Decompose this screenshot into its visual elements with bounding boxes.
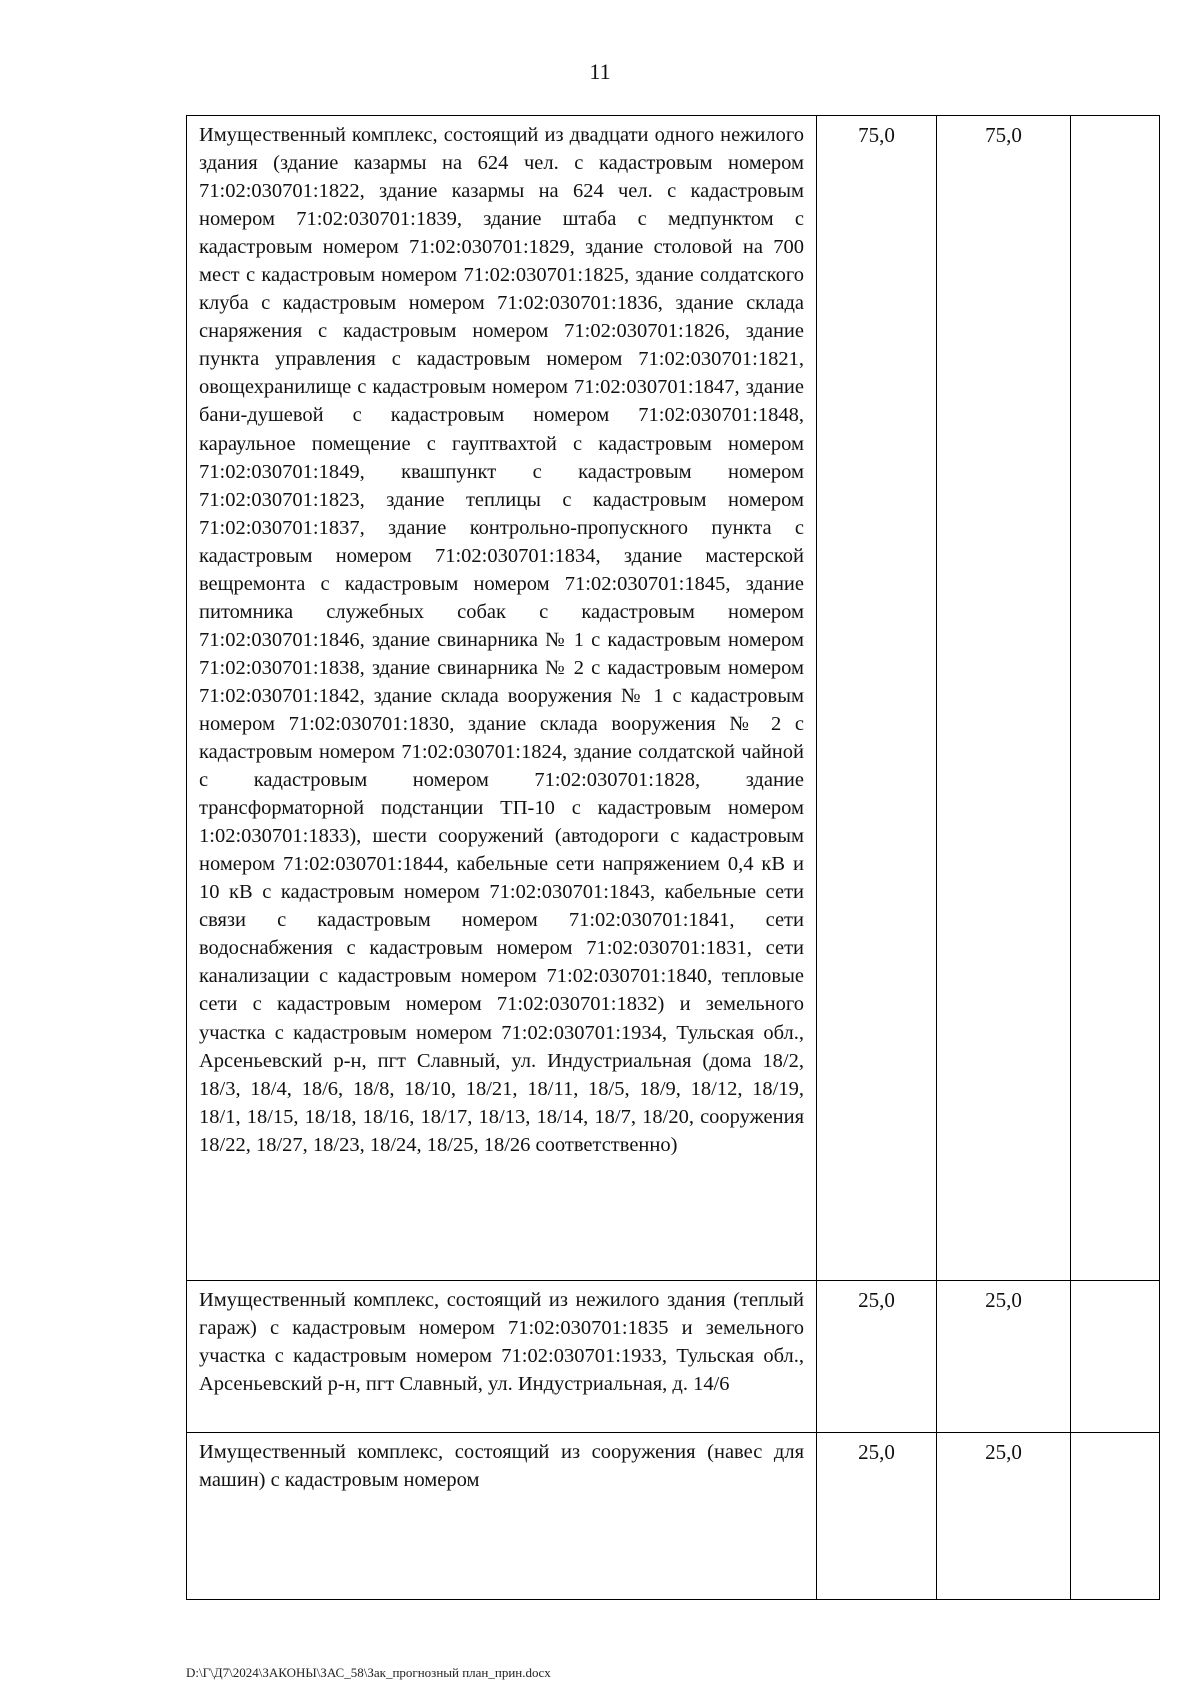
value-cell-3	[1070, 116, 1159, 1280]
description-text: Имущественный комплекс, состоящий из двадцати одного нежилого здания (здание казармы на 624 чел. с кадастровым номером 71:02:030701:1822, здание казармы на 624 чел. с кадастровым номером 71:02:030701:1839, здание штаба с медпунктом с кадастровым номером 71:02:030701:1829, здание столовой на 700 мест с кадастровым номером 71:02:030701:1825, здание солдатского клуба с кадастровым номером 71:02:030701:1836, здание склада снаряжения с кадастровым номером 71:02:030701:1826, здание пункта управления с кадастровым номером 71:02:030701:1821, овощехранилище с кадастровым номером 71:02:030701:1847, здание бани-душевой с кадастровым номером 71:02:030701:1848, караульное помещение с гауптвахтой с кадастровым номером 71:02:030701:1849, квашпункт с кадастровым номером 71:02:030701:1823, здание теплицы с кадастровым номером 71:02:030701:1837, здание контрольно-пропускного пункта с кадастровым номером 71:02:030701:1834, здание мастерской вещремонта с кадастровым номером 71:02:030701:1845, здание питомника служебных собак с кадастровым номером 71:02:030701:1846, здание свинарника № 1 с кадастровым номером 71:02:030701:1838, здание свинарника № 2 с кадастровым номером 71:02:030701:1842, здание склада вооружения № 1 с кадастровым номером 71:02:030701:1830, здание склада вооружения № 2 с кадастровым номером 71:02:030701:1824, здание солдатской чайной с кадастровым номером 71:02:030701:1828, здание трансформаторной подстанции ТП-10 с кадастровым номером 1:02:030701:1833), шести сооружений (автодороги с кадастровым номером 71:02:030701:1844, кабельные сети напряжением 0,4 кВ и 10 кВ с кадастровым номером 71:02:030701:1843, кабельные сети связи с кадастровым номером 71:02:030701:1841, сети водоснабжения с кадастровым номером 71:02:030701:1831, сети канализации с кадастровым номером 71:02:030701:1840, тепловые сети с кадастровым номером 71:02:030701:1832) и земельного участка с кадастровым номером 71:02:030701:1934, Тульская обл., Арсеньевский р-н, пгт Славный, ул. Индустриальная (дома 18/2, 18/3, 18/4, 18/6, 18/8, 18/10, 18/21, 18/11, 18/5, 18/9, 18/12, 18/19, 18/1, 18/15, 18/18, 18/16, 18/17, 18/13, 18/14, 18/7, 18/20, сооружения 18/22, 18/27, 18/23, 18/24, 18/25, 18/26 соответственно)	[199, 124, 804, 1156]
value-cell-2	[936, 1281, 1070, 1432]
value-cell-1	[816, 116, 936, 1280]
table-row	[187, 1281, 1159, 1433]
value-text: 25,0	[985, 1440, 1022, 1464]
value-text: 25,0	[985, 1288, 1022, 1312]
description-cell	[187, 1281, 816, 1432]
value-cell-3	[1070, 1433, 1159, 1599]
value-text: 25,0	[858, 1288, 895, 1312]
description-text: Имущественный комплекс, состоящий из сооружения (навес для машин) с кадастровым номером	[199, 1441, 804, 1492]
page-number: 11	[589, 59, 611, 84]
value-cell-1	[816, 1433, 936, 1599]
description-cell	[187, 1433, 816, 1599]
value-cell-2	[936, 116, 1070, 1280]
value-text: 25,0	[858, 1440, 895, 1464]
description-text: Имущественный комплекс, состоящий из нежилого здания (теплый гараж) с кадастровым номером 71:02:030701:1835 и земельного участка с кадастровым номером 71:02:030701:1933, Тульская обл., Арсеньевский р-н, пгт Славный, ул. Индустриальная, д. 14/6	[199, 1289, 804, 1396]
value-cell-3	[1070, 1281, 1159, 1432]
table-row	[187, 1433, 1159, 1599]
footer-file-path: D:\Г\Д7\2024\ЗАКОНЫ\ЗАС_58\Зак_прогнозный план_прин.docx	[186, 1665, 551, 1680]
value-cell-2	[936, 1433, 1070, 1599]
property-table	[186, 115, 1160, 1600]
value-text: 75,0	[858, 123, 895, 147]
value-cell-1	[816, 1281, 936, 1432]
value-text: 75,0	[985, 123, 1022, 147]
description-cell	[187, 116, 816, 1280]
table-row	[187, 116, 1159, 1281]
